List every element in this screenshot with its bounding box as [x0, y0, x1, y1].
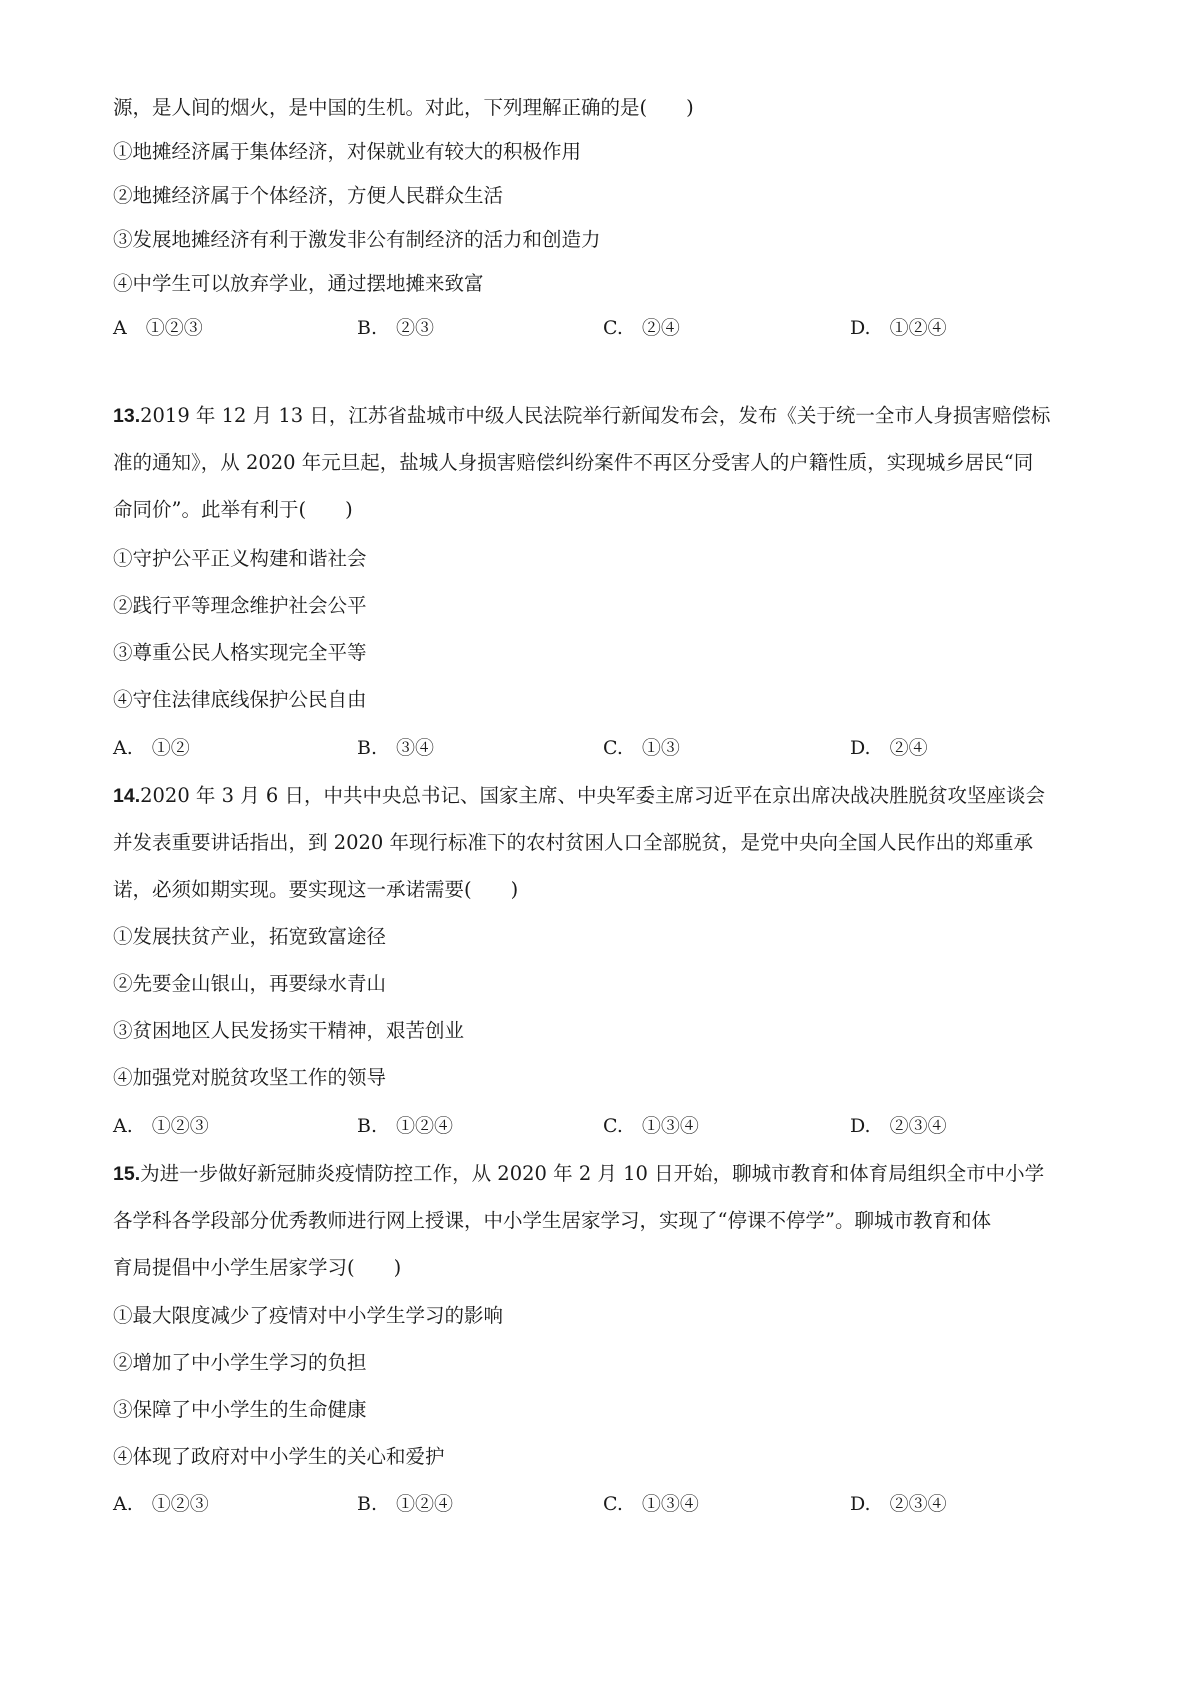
- question-13-option-c[interactable]: C. ①③: [603, 737, 680, 759]
- question-14-option-a[interactable]: A. ①②③: [113, 1115, 209, 1137]
- question-13-item-4: ④守住法律底线保护公民自由: [113, 688, 367, 711]
- question-12-item-4: ④中学生可以放弃学业，通过摆地摊来致富: [113, 272, 484, 295]
- question-13-option-d[interactable]: D. ②④: [850, 737, 928, 759]
- question-14-stem-text-1: 2020 年 3 月 6 日，中共中央总书记、国家主席、中央军委主席习近平在京出席决战决胜脱贫攻坚座谈会: [140, 784, 1046, 807]
- question-14-item-3: ③贫困地区人民发扬实干精神，艰苦创业: [113, 1019, 465, 1042]
- question-12-option-c[interactable]: C. ②④: [603, 317, 680, 339]
- question-14-option-d[interactable]: D. ②③④: [850, 1115, 947, 1137]
- question-15-number: 15.: [113, 1163, 141, 1185]
- question-13-option-a[interactable]: A. ①②: [113, 737, 190, 759]
- question-15-option-d[interactable]: D. ②③④: [850, 1493, 947, 1515]
- question-12-item-3: ③发展地摊经济有利于激发非公有制经济的活力和创造力: [113, 228, 601, 251]
- question-13-stem-line-3: 命同价”。此举有利于( ): [113, 498, 353, 521]
- question-13-stem-text-1: 2019 年 12 月 13 日，江苏省盐城市中级人民法院举行新闻发布会，发布《关于统一全市人身损害赔偿标: [140, 404, 1051, 427]
- question-12-option-b[interactable]: B. ②③: [357, 317, 435, 339]
- question-13-item-1: ①守护公平正义构建和谐社会: [113, 547, 367, 570]
- question-15-stem-line-1: [113, 1160, 1044, 1188]
- question-12-option-a[interactable]: A ①②③: [113, 317, 203, 339]
- question-15-item-4: ④体现了政府对中小学生的关心和爱护: [113, 1445, 445, 1468]
- question-14-number: 14.: [113, 785, 141, 807]
- question-12-item-1: ①地摊经济属于集体经济，对保就业有较大的积极作用: [113, 140, 582, 163]
- question-12-item-2: ②地摊经济属于个体经济，方便人民群众生活: [113, 184, 504, 207]
- question-15-item-3: ③保障了中小学生的生命健康: [113, 1398, 367, 1421]
- question-14-item-4: ④加强党对脱贫攻坚工作的领导: [113, 1066, 387, 1089]
- question-13-item-2: ②践行平等理念维护社会公平: [113, 594, 367, 617]
- question-14-option-c[interactable]: C. ①③④: [603, 1115, 699, 1137]
- question-15-stem-line-2: 各学科各学段部分优秀教师进行网上授课，中小学生居家学习，实现了“停课不停学”。聊城市教育和体: [113, 1209, 991, 1232]
- question-13-number: 13.: [113, 405, 141, 427]
- question-14-stem-line-3: 诺，必须如期实现。要实现这一承诺需要( ): [113, 878, 519, 901]
- question-14-item-2: ②先要金山银山，再要绿水青山: [113, 972, 387, 995]
- question-15-stem-text-1: 为进一步做好新冠肺炎疫情防控工作，从 2020 年 2 月 10 日开始，聊城市教育和体育局组织全市中小学: [140, 1162, 1045, 1185]
- question-12-stem-tail: 源，是人间的烟火，是中国的生机。对此，下列理解正确的是( ): [113, 96, 694, 119]
- question-14-stem-line-2: 并发表重要讲话指出，到 2020 年现行标准下的农村贫困人口全部脱贫，是党中央向全国人民作出的郑重承: [113, 831, 1034, 854]
- question-15-stem-line-3: 育局提倡中小学生居家学习( ): [113, 1256, 402, 1279]
- question-14-stem-line-1: [113, 782, 1045, 810]
- question-13-item-3: ③尊重公民人格实现完全平等: [113, 641, 367, 664]
- question-13-option-b[interactable]: B. ③④: [357, 737, 435, 759]
- question-13-stem-line-1: [113, 402, 1050, 430]
- question-15-option-c[interactable]: C. ①③④: [603, 1493, 699, 1515]
- question-15-option-a[interactable]: A. ①②③: [113, 1493, 209, 1515]
- question-15-item-1: ①最大限度减少了疫情对中小学生学习的影响: [113, 1304, 504, 1327]
- question-12-option-d[interactable]: D. ①②④: [850, 317, 947, 339]
- question-15-item-2: ②增加了中小学生学习的负担: [113, 1351, 367, 1374]
- question-14-option-b[interactable]: B. ①②④: [357, 1115, 454, 1137]
- question-15-option-b[interactable]: B. ①②④: [357, 1493, 454, 1515]
- question-13-stem-line-2: 准的通知》，从 2020 年元旦起，盐城人身损害赔偿纠纷案件不再区分受害人的户籍性质，实现城乡居民“同: [113, 451, 1034, 474]
- question-14-item-1: ①发展扶贫产业，拓宽致富途径: [113, 925, 387, 948]
